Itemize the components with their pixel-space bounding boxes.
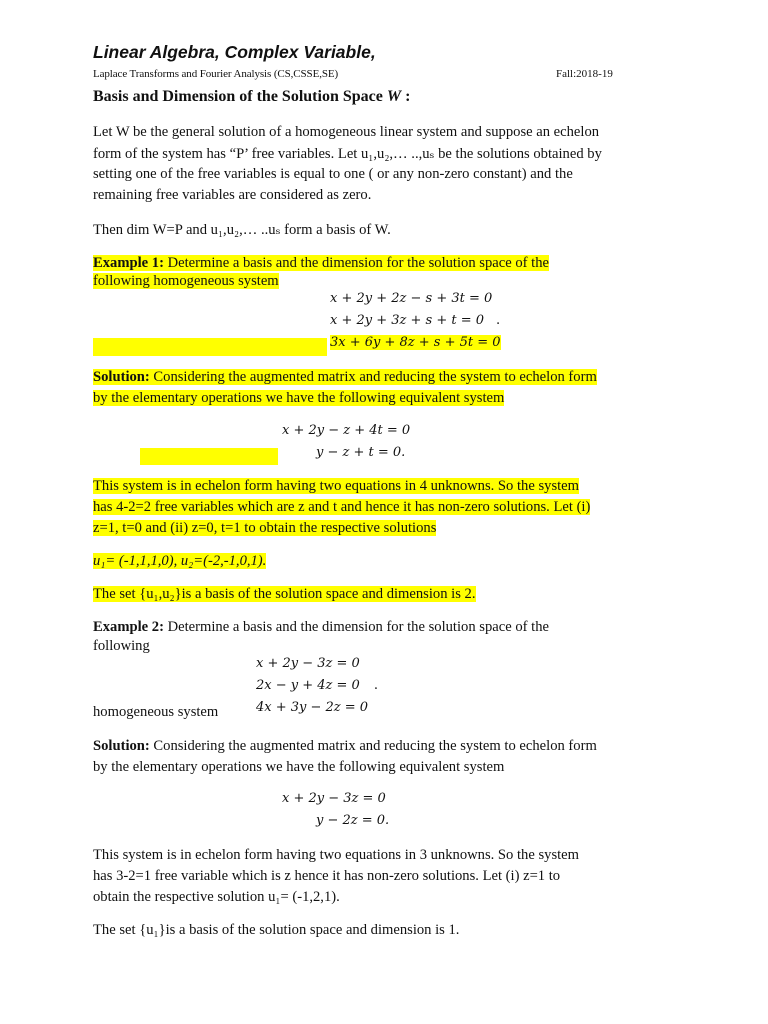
example1-reduced-equation-1: x + 2y − z + 4t = 0 (282, 423, 411, 438)
term-label: Fall:2018-19 (556, 68, 613, 80)
intro-line-1: Let W be the general solution of a homogeneous linear system and suppose an echelon (93, 124, 600, 140)
example1-solution-line-1 (93, 369, 597, 386)
example1-echelon-line-2 (93, 499, 590, 516)
example1-solution-line-2 (93, 390, 504, 407)
highlight-block-2 (140, 448, 278, 465)
example2-text-1: Determine a basis and the dimension for the solution space of the (163, 619, 549, 635)
example1-echelon-text-2: has 4-2=2 free variables which are z and t and hence it has non-zero solutions. Let (i) (93, 499, 591, 515)
example2-basis-statement: The set {u₁}is a basis of the solution space and dimension is 1. (93, 922, 460, 938)
intro-line-2: form of the system has “P’ free variables. Let u₁,u₂,… ..,uₛ be the solutions obtained by (93, 146, 602, 162)
example1-text-2: following homogeneous system (93, 273, 279, 289)
example1-line-2 (93, 273, 279, 290)
example2-text-2: following (93, 638, 150, 654)
section-heading-var: W (386, 88, 402, 105)
example2-side-label: homogeneous system (93, 704, 219, 720)
example2-echelon-line-2: has 3-2=1 free variable which is z hence it has non-zero solutions. Let (i) z=1 to (93, 868, 561, 884)
example2-label: Example 2: (93, 619, 164, 635)
example2-solution-line-1 (93, 738, 597, 755)
example2-solution-text-2: by the elementary operations we have the following equivalent system (93, 759, 505, 775)
example2-equation-2 (256, 678, 378, 693)
example2-equation-2-tail: . (373, 678, 378, 693)
example1-text-1: Determine a basis and the dimension for the solution space of the (163, 255, 549, 271)
intro-line-4: remaining free variables are considered as zero. (93, 187, 372, 203)
example2-equation-3: 4x + 3y − 2z = 0 (256, 700, 369, 715)
example1-basis-text: The set {u₁,u₂}is a basis of the solution space and dimension is 2. (93, 586, 476, 602)
example1-equation-2-tail: . (496, 313, 501, 328)
example1-label: Example 1: (93, 255, 164, 271)
example1-line-1 (93, 255, 549, 272)
example1-solution-label: Solution: (93, 369, 150, 385)
example1-echelon-line-3 (93, 520, 436, 537)
example2-solution-text-1: Considering the augmented matrix and reducing the system to echelon form (149, 738, 597, 754)
example1-equation-2 (330, 313, 500, 328)
example2-equation-2-text: 2x − y + 4z = 0 (256, 678, 360, 693)
example1-equation-3 (330, 335, 501, 350)
example1-reduced-equation-2: y − z + t = 0. (316, 445, 406, 460)
example2-equation-1: x + 2y − 3z = 0 (256, 656, 360, 671)
example2-echelon-line-3: obtain the respective solution u₁= (-1,2,1). (93, 889, 340, 905)
example2-reduced-equation-2: y − 2z = 0. (316, 813, 390, 828)
intro-dimension-statement: Then dim W=P and u₁,u₂,… ..uₛ form a basis of W. (93, 222, 391, 238)
section-heading-colon: : (401, 88, 411, 105)
section-heading-text: Basis and Dimension of the Solution Space (93, 88, 387, 105)
example1-solution-text-1: Considering the augmented matrix and reducing the system to echelon form (149, 369, 597, 385)
example1-solution-text-2: by the elementary operations we have the following equivalent system (93, 390, 505, 406)
example1-equation-2-text: x + 2y + 3z + s + t = 0 (330, 313, 485, 328)
example2-line-1 (93, 619, 549, 636)
highlight-block-1 (93, 338, 327, 356)
section-heading (93, 88, 410, 106)
example1-echelon-text-3: z=1, t=0 and (ii) z=0, t=1 to obtain the respective solutions (93, 520, 437, 536)
example1-solution-vectors (93, 553, 266, 570)
example1-vectors-text: u₁= (-1,1,1,0), u₂=(-2,-1,0,1). (93, 553, 267, 569)
intro-line-3: setting one of the free variables is equal to one ( or any non-zero constant) and the (93, 166, 573, 182)
example1-echelon-text-1: This system is in echelon form having two equations in 4 unknowns. So the system (93, 478, 580, 494)
example1-equation-1: x + 2y + 2z − s + 3t = 0 (330, 291, 493, 306)
course-subtitle: Laplace Transforms and Fourier Analysis (CS,CSSE,SE) (93, 68, 339, 80)
example1-echelon-line-1 (93, 478, 579, 495)
example1-basis-statement (93, 586, 476, 603)
example2-reduced-equation-1: x + 2y − 3z = 0 (282, 791, 386, 806)
example1-equation-3-text: 3x + 6y + 8z + s + 5t = 0 (330, 335, 501, 350)
course-title: Linear Algebra, Complex Variable, (93, 42, 376, 62)
example2-echelon-line-1: This system is in echelon form having two equations in 3 unknowns. So the system (93, 847, 580, 863)
example2-solution-label: Solution: (93, 738, 150, 754)
